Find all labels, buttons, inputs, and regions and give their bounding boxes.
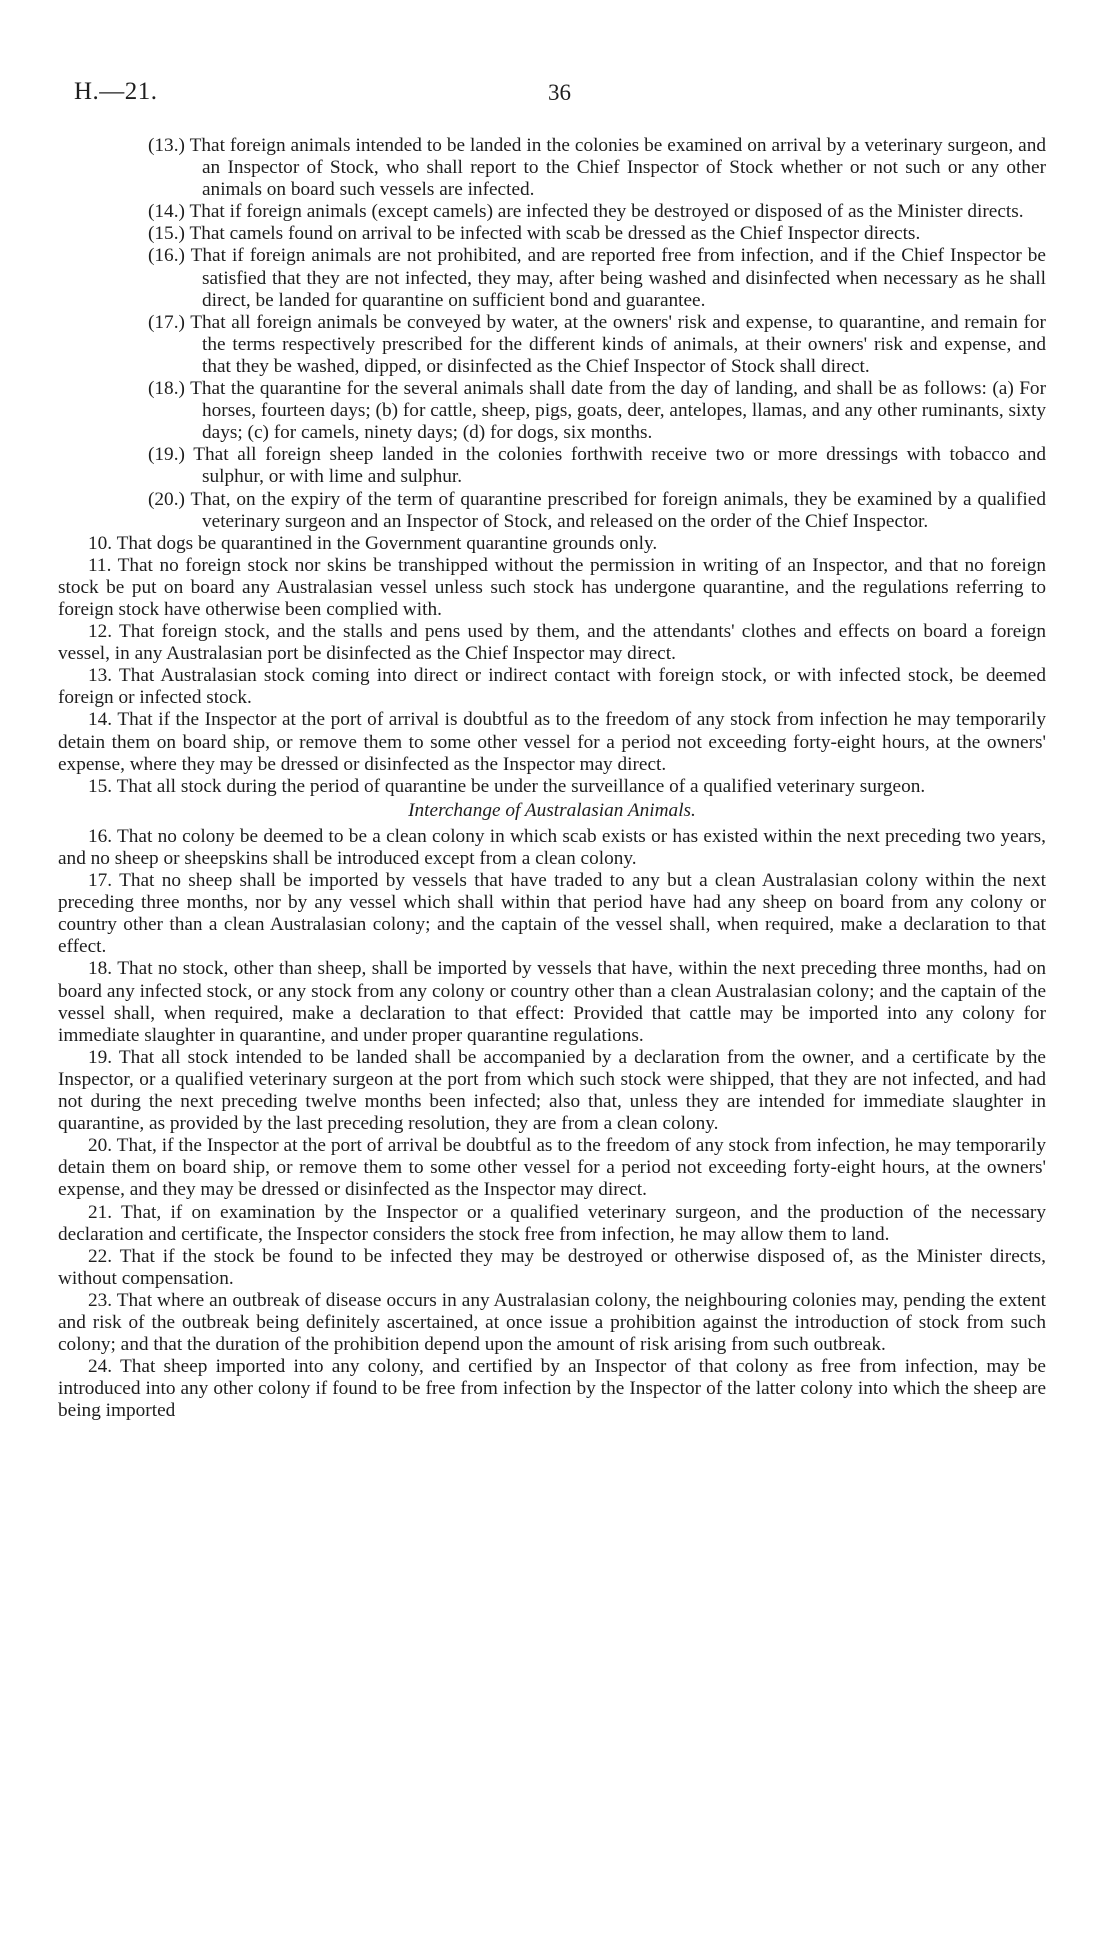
page-header — [74, 78, 1044, 114]
item-number: (20.) — [148, 488, 185, 510]
resolution-21: 21. That, if on examination by the Inspector or a qualified veterinary surgeon, and the production of the necessary declaration and certificate, the Inspector considers the stock free from infection, he may allow them to land. — [58, 1201, 1046, 1245]
resolution-11: 11. That no foreign stock nor skins be transhipped without the permission in writing of an Inspector, and that no foreign stock be put on board any Australasian vessel unless such stock has undergone quarantine, and the regulations referring to foreign stock have otherwise been complied with. — [58, 554, 1046, 620]
resolution-10: 10. That dogs be quarantined in the Government quarantine grounds only. — [88, 532, 658, 554]
item-text: That camels found on arrival to be infected with scab be dressed as the Chief Inspector directs. — [189, 223, 921, 245]
item-text: That the quarantine for the several animals shall date from the day of landing, and shall be as follows: (a) For horses, fourteen days; (b) for cattle, sheep, pigs, goats, deer, antelopes, llamas, and any other ruminants, sixty days; (c) for camels, ninety days; (d) for dogs, six months. — [190, 378, 1046, 444]
sub-resolution-18 — [148, 378, 1046, 444]
resolution-16: 16. That no colony be deemed to be a clean colony in which scab exists or has existed within the next preceding two years, and no sheep or sheepskins shall be introduced except from a clean colony. — [58, 825, 1046, 869]
item-number: (18.) — [148, 378, 185, 400]
resolution-12: 12. That foreign stock, and the stalls and pens used by them, and the attendants' clothes and effects on board a foreign vessel, in any Australasian port be disinfected as the Chief Inspector may direct. — [58, 621, 1046, 665]
sub-resolution-17 — [148, 312, 1046, 378]
sub-resolution-13 — [148, 135, 1046, 201]
item-text: That foreign animals intended to be landed in the colonies be examined on arrival by a veterinary surgeon, and an Inspector of Stock, who shall report to the Chief Inspector of Stock whether or not such or any other animals on board such vessels are infected. — [189, 135, 1046, 201]
resolution-23: 23. That where an outbreak of disease occurs in any Australasian colony, the neighbouring colonies may, pending the extent and risk of the outbreak being definitely ascertained, at once issue a prohibition against the introduction of stock from such colony; and that the duration of the prohibition depend upon the amount of risk arising from such outbreak. — [58, 1289, 1046, 1356]
resolution-20: 20. That, if the Inspector at the port of arrival be doubtful as to the freedom of any stock from infection, he may temporarily detain them on board ship, or remove them to some other vessel for a period not exceeding forty-eight hours, at the owners' expense, and they may be dressed or disinfected as the Inspector may direct. — [58, 1135, 1046, 1201]
resolution-14: 14. That if the Inspector at the port of arrival is doubtful as to the freedom of any stock from infection he may temporarily detain them on board ship, or remove them to some other vessel for a period not exceeding forty-eight hours, at the owners' expense, where they may be dressed or disinfected as the Inspector may direct. — [58, 709, 1046, 775]
resolution-22: 22. That if the stock be found to be infected they may be destroyed or otherwise disposed of, as the Minister directs, without compensation. — [58, 1245, 1046, 1289]
page-body — [58, 135, 1046, 1422]
item-number: (13.) — [148, 135, 185, 156]
resolution-19: 19. That all stock intended to be landed shall be accompanied by a declaration from the owner, and a certificate by the Inspector, or a qualified veterinary surgeon at the port from which such stock were shipped, that they are not infected, and had not during the next preceding twelve months been infected; also that, unless they are intended for immediate slaughter in quarantine, as provided by the last preceding resolution, they are from a clean colony. — [58, 1046, 1046, 1135]
resolution-18: 18. That no stock, other than sheep, shall be imported by vessels that have, within the next preceding three months, had on board any infected stock, or any stock from any colony or country other than a clean Australasian colony; and the captain of the vessel shall, when required, make a declaration to that effect: Provided that cattle may be imported into any colony for immediate slaughter in quarantine, and under proper quarantine regulations. — [58, 958, 1046, 1046]
item-number: (14.) — [148, 201, 185, 223]
item-number: (16.) — [148, 245, 185, 267]
resolution-24: 24. That sheep imported into any colony, and certified by an Inspector of that colony as free from infection, may be introduced into any other colony if found to be free from infection by the Inspector of the latter colony into which the sheep are being imported — [58, 1356, 1046, 1422]
sub-resolution-14 — [148, 201, 1046, 223]
item-text: That all foreign animals be conveyed by water, at the owners' risk and expense, to quarantine, and remain for the terms respectively prescribed for the different kinds of animals, at their owners' risk and expense, and that they be washed, dipped, or disinfected as the Chief Inspector of Stock shall direct. — [190, 311, 1046, 377]
item-number: (19.) — [148, 444, 185, 466]
item-number: (15.) — [148, 223, 185, 245]
resolution-17: 17. That no sheep shall be imported by vessels that have traded to any but a clean Australasian colony within the next preceding three months, nor by any vessel which shall within that period have had any sheep on board from any colony or country other than a clean Australasian colony; and the captain of the vessel shall, when required, make a declaration to that effect. — [58, 870, 1046, 958]
item-text: That if foreign animals are not prohibited, and are reported free from infection, and if the Chief Inspector be satisfied that they are not infected, they may, after being washed and disinfected when necessary as he shall direct, be landed for quarantine on sufficient bond and guarantee. — [190, 245, 1046, 311]
item-text: That all foreign sheep landed in the colonies forthwith receive two or more dressings with tobacco and sulphur, or with lime and sulphur. — [193, 444, 1046, 488]
resolution-15: 15. That all stock during the period of quarantine be under the surveillance of a qualified veterinary surgeon. — [88, 775, 926, 797]
page-number: 36 — [548, 80, 571, 105]
resolution-13: 13. That Australasian stock coming into direct or indirect contact with foreign stock, or with infected stock, be deemed foreign or infected stock. — [58, 665, 1046, 709]
item-number: (17.) — [148, 311, 185, 333]
section-heading: Interchange of Australasian Animals. — [408, 799, 696, 821]
document-id: H.—21. — [74, 78, 158, 105]
item-text: That, on the expiry of the term of quarantine prescribed for foreign animals, they be examined by a qualified veterinary surgeon and an Inspector of Stock, and released on the order of the Chief Inspector. — [190, 488, 1046, 532]
item-text: That if foreign animals (except camels) are infected they be destroyed or disposed of as the Minister directs. — [189, 201, 1024, 223]
sub-resolution-list — [58, 135, 1046, 533]
sub-resolution-16 — [148, 245, 1046, 311]
sub-resolution-20 — [148, 489, 1046, 533]
sub-resolution-15 — [148, 223, 1046, 245]
sub-resolution-19 — [148, 444, 1046, 488]
